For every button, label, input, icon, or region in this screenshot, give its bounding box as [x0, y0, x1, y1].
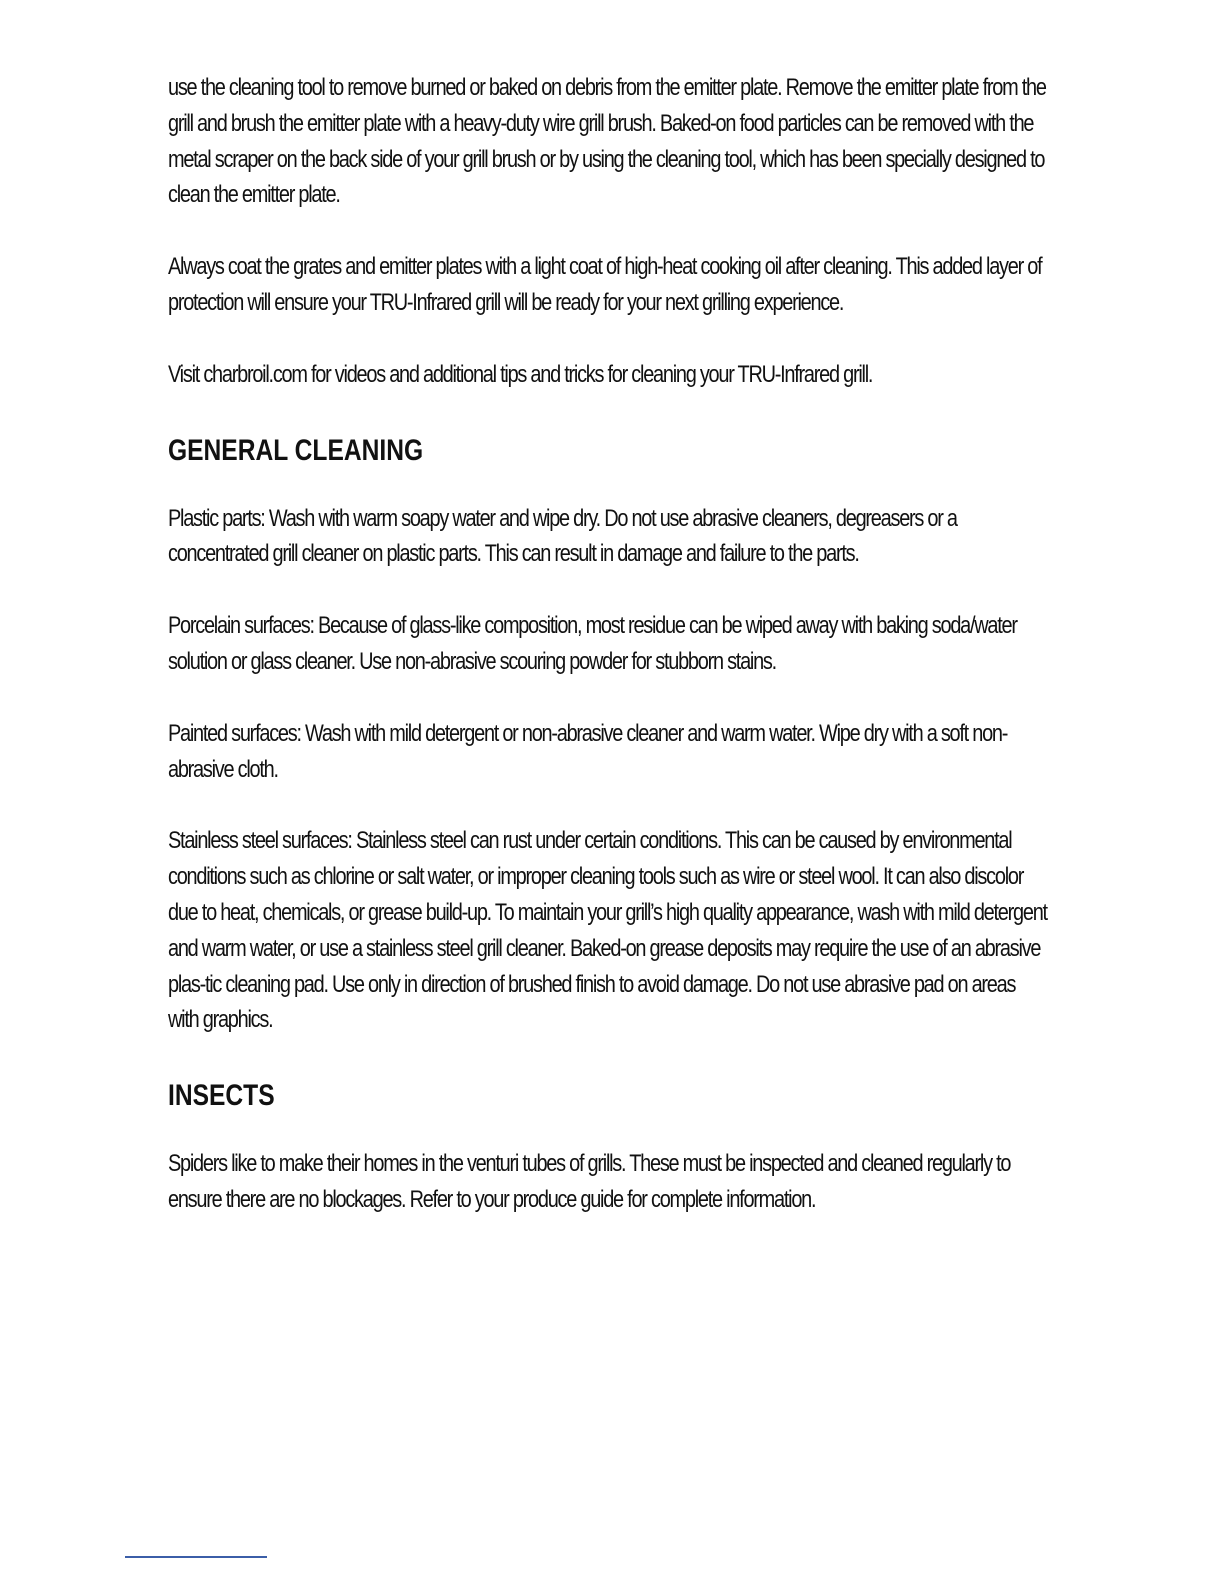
footer-divider [125, 1556, 267, 1558]
insects-paragraph: Spiders like to make their homes in the venturi tubes of grills. These must be inspected and cleaned regularly to ensure there are no blockages. Refer to your produce guide for complete information. [168, 1150, 1011, 1213]
plastic-parts-paragraph: Plastic parts: Wash with warm soapy water and wipe dry. Do not use abrasive cleaners, degreasers or a concentrated grill cleaner on plastic parts. This can result in damage and failure to the parts. [168, 504, 957, 568]
porcelain-surfaces-paragraph: Porcelain surfaces: Because of glass-like composition, most residue can be wiped away with baking soda/water solution or glass cleaner. Use non-abrasive scouring powder for stubborn stains. [168, 612, 1017, 675]
general-cleaning-heading: GENERAL CLEANING [168, 433, 424, 467]
visit-website-paragraph: Visit charbroil.com for videos and additional tips and tricks for cleaning your TRU-Infrared grill. [168, 360, 873, 388]
stainless-steel-paragraph: Stainless steel surfaces: Stainless steel can rust under certain conditions. This can be caused by environmental conditions such as chlorine or salt water, or improper cleaning tools such as wire or steel wool. It can also discolor due to heat, chemicals, or grease build-up. To maintain your grill’s high quality appearance, wash with mild detergent and warm water, or use a stainless steel grill cleaner. Baked-on grease deposits may require the use of an abrasive plas-tic cleaning pad. Use only in direction of brushed finish to avoid damage. Do not use abrasive pad on areas with graphics. [168, 827, 1047, 1034]
emitter-cleaning-paragraph: use the cleaning tool to remove burned or baked on debris from the emitter plate. Remove the emitter plate from the grill and brush the emitter plate with a heavy-duty wire grill brush. Baked-on food particles can be removed with the metal scraper on the back side of your grill brush or by using the cleaning tool, which has been specially designed to clean the emitter plate. [168, 74, 1046, 209]
oil-coating-paragraph: Always coat the grates and emitter plates with a light coat of high-heat cooking oil after cleaning. This added layer of protection will ensure your TRU-Infrared grill will be ready for your next grilling experience. [168, 253, 1042, 316]
page-content [168, 70, 1048, 1218]
painted-surfaces-paragraph: Painted surfaces: Wash with mild detergent or non-abrasive cleaner and warm water. Wipe dry with a soft non-abrasive cloth. [168, 719, 1008, 783]
insects-heading: INSECTS [168, 1079, 275, 1113]
